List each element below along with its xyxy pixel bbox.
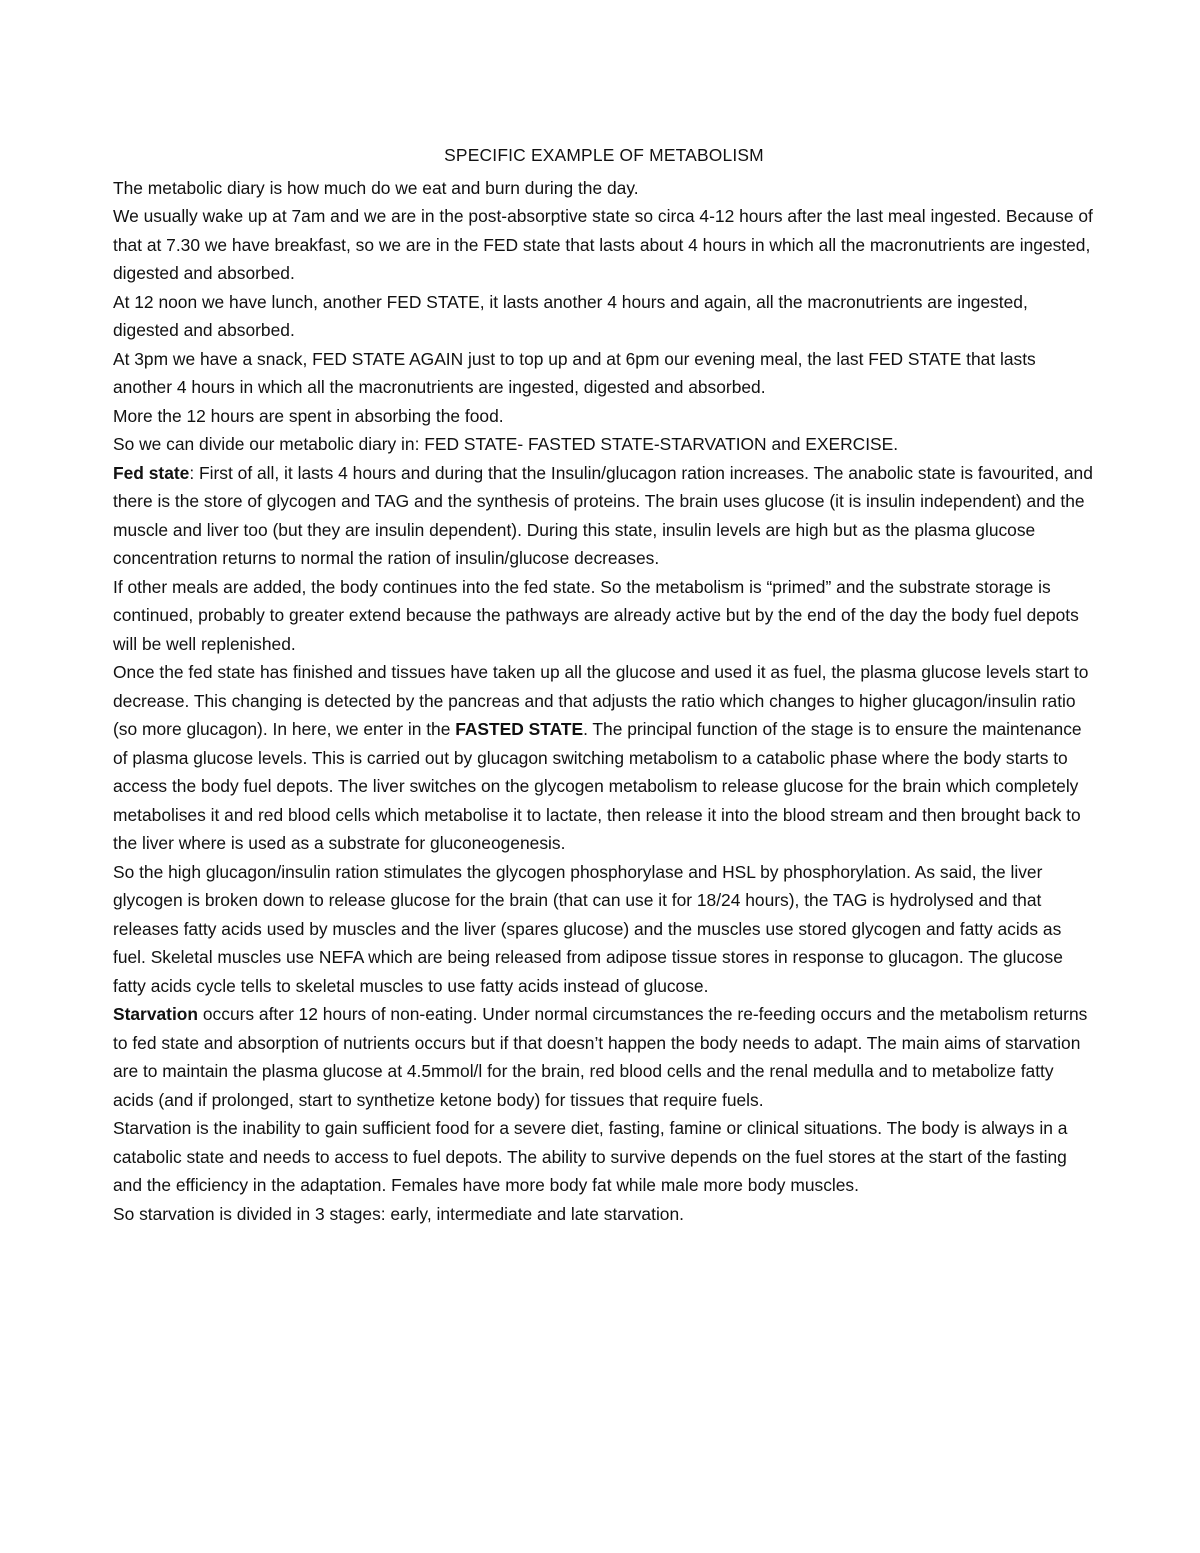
paragraph-other-meals: If other meals are added, the body continues into the fed state. So the metabolism is “primed” and the substrate storage is continued, probably to greater extend because the pathways are already active but by the end of the day the body fuel depots will be well replenished. — [113, 576, 1079, 654]
paragraph-glucagon-ratio: So the high glucagon/insulin ration stimulates the glycogen phosphorylase and HSL by phosphorylation. As said, the liver glycogen is broken down to release glucose for the brain (that can use it for 18/24 hours), the TAG is hydrolysed and that releases fatty acids used by muscles and the liver (spares glucose) and the muscles use stored glycogen and fatty acids as fuel. Skeletal muscles use NEFA which are being released from adipose tissue stores in response to glucagon. The glucose fatty acids cycle tells to skeletal muscles to use fatty acids instead of glucose. — [113, 861, 1063, 996]
fed-state-text: : First of all, it lasts 4 hours and during that the Insulin/glucagon ration increases. The anabolic state is favourited, and there is the store of glycogen and TAG and the synthesis of proteins. The brain uses glucose (it is insulin independent) and the muscle and liver too (but they are insulin dependent). During this state, insulin levels are high but as the plasma glucose concentration returns to normal the ration of insulin/glucose decreases. — [113, 462, 1093, 568]
fasted-state-intro: Once the fed state has finished and tissues have taken up all the glucose and used it as fuel, the plasma glucose levels start to decrease. This changing is detected by the pancreas and that adjusts the ratio which changes to higher glucagon/insulin ratio (so more glucagon). In here, we enter in the — [113, 662, 1089, 739]
paragraph-starvation-definition: Starvation is the inability to gain sufficient food for a severe diet, fasting, famine or clinical situations. The body is always in a catabolic state and needs to access to fuel depots. The ability to survive depends on the fuel stores at the start of the fasting and the efficiency in the adaptation. Females have more body fat while male more body muscles. — [113, 1118, 1068, 1195]
starvation-heading: Starvation — [113, 1004, 199, 1024]
paragraph-wake-up: We usually wake up at 7am and we are in the post-absorptive state so circa 4-12 hours after the last meal ingested. Because of that at 7.30 we have breakfast, so we are in the FED state that lasts about 4 hours in which all the macronutrients are ingested, digested and absorbed. — [113, 206, 1093, 283]
document-body — [113, 141, 1095, 1228]
fasted-state-text: . The principal function of the stage is to ensure the maintenance of plasma glucose levels. This is carried out by glucagon switching metabolism to a catabolic phase where the body starts to access the body fuel depots. The liver switches on the glycogen metabolism to release glucose for the brain which completely metabolises it and red blood cells which metabolise it to lactate, then release it into the blood stream and then brought back to the liver where is used as a substrate for gluconeogenesis. — [113, 719, 1082, 853]
paragraph-metabolic-diary: The metabolic diary is how much do we eat and burn during the day. — [113, 177, 639, 198]
paragraph-divide-diary: So we can divide our metabolic diary in: FED STATE- FASTED STATE-STARVATION and EXERCISE. — [113, 434, 899, 454]
paragraph-starvation — [113, 1000, 1095, 1114]
paragraph-fasted-state — [113, 658, 1095, 858]
paragraph-absorbing: More the 12 hours are spent in absorbing the food. — [113, 405, 504, 426]
paragraph-fed-state — [113, 459, 1095, 573]
starvation-text: occurs after 12 hours of non-eating. Under normal circumstances the re-feeding occurs and the metabolism returns to fed state and absorption of nutrients occurs but if that doesn’t happen the body needs to adapt. The main aims of starvation are to maintain the plasma glucose at 4.5mmol/l for the brain, red blood cells and the renal medulla and to metabolize fatty acids (and if prolonged, start to synthetize ketone body) for tissues that require fuels. — [113, 1004, 1088, 1110]
document-title: SPECIFIC EXAMPLE OF METABOLISM — [444, 145, 764, 165]
fasted-state-heading: FASTED STATE — [455, 719, 584, 739]
fed-state-heading: Fed state — [113, 462, 190, 483]
paragraph-starvation-stages: So starvation is divided in 3 stages: early, intermediate and late starvation. — [113, 1203, 684, 1224]
paragraph-snack: At 3pm we have a snack, FED STATE AGAIN just to top up and at 6pm our evening meal, the last FED STATE that lasts another 4 hours in which all the macronutrients are ingested, digested and absorbed. — [113, 348, 1036, 397]
paragraph-lunch: At 12 noon we have lunch, another FED STATE, it lasts another 4 hours and again, all the macronutrients are ingested, digested and absorbed. — [113, 291, 1028, 340]
